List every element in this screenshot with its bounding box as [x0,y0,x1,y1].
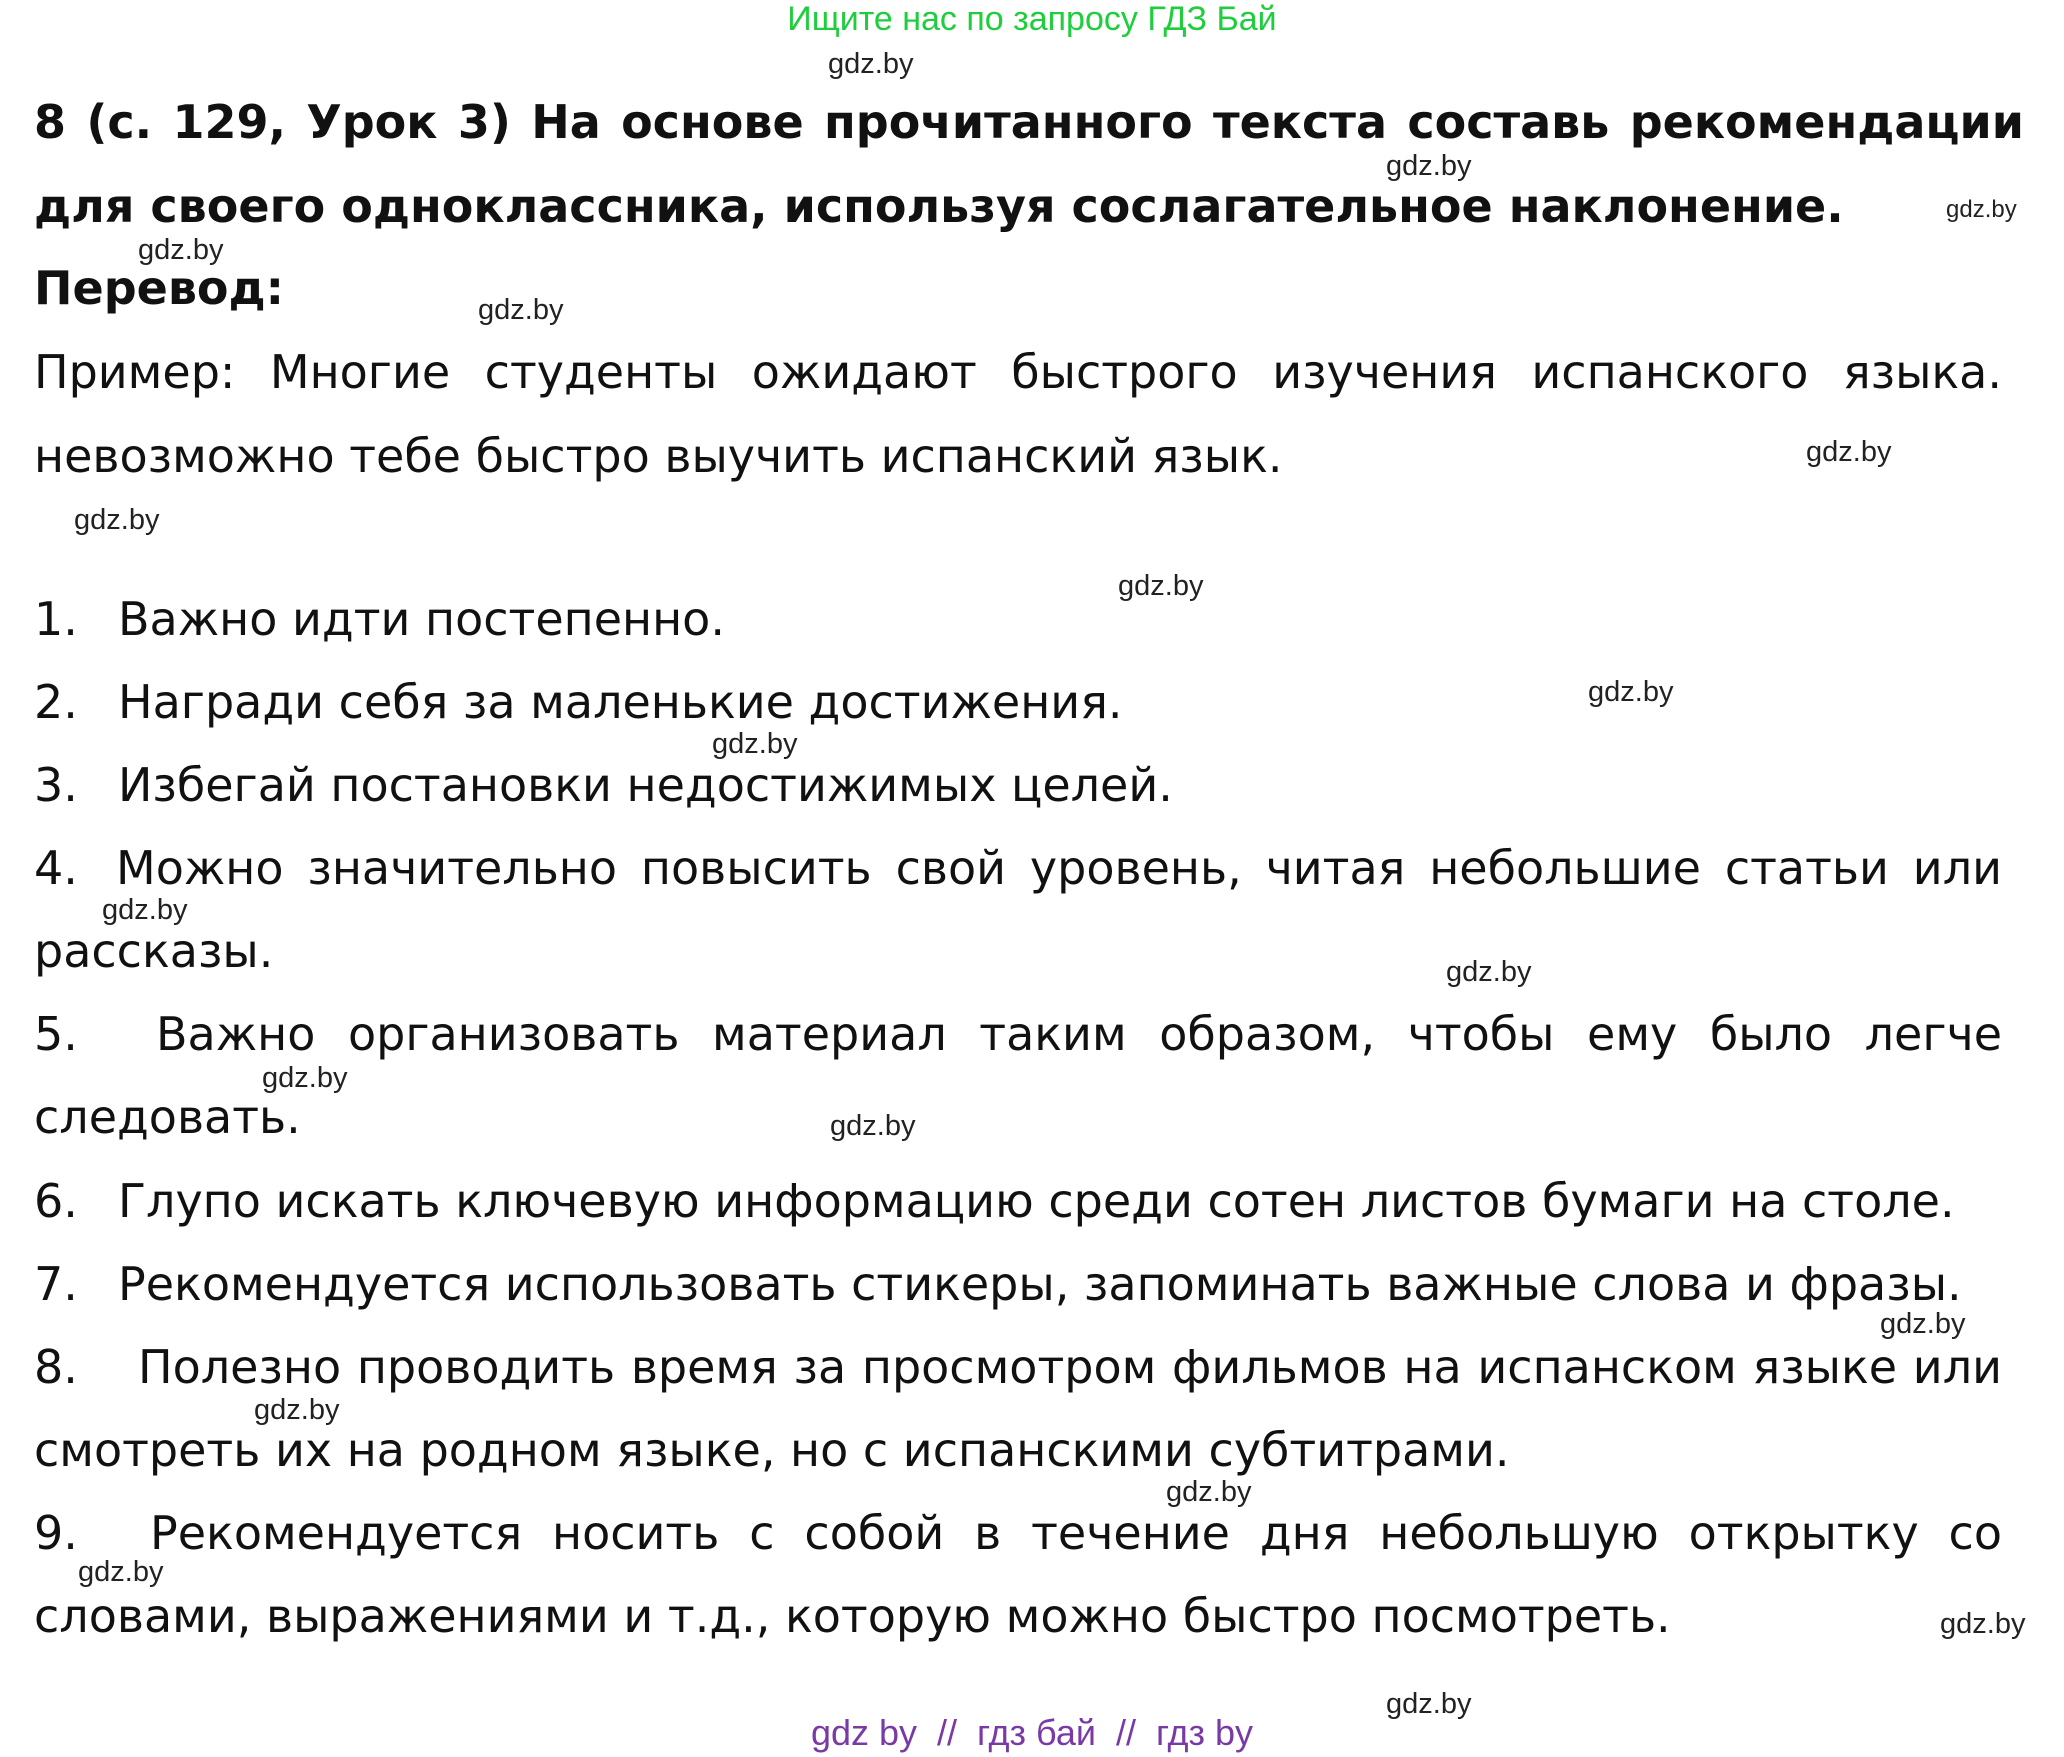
item-number: 5. [34,1007,78,1061]
item-text: Важно идти постепенно. [118,592,725,646]
item-text: Важно организовать материал таким образом, чтобы ему было легче следовать. [34,1007,2002,1144]
watermark: gdz.by [1118,570,1204,602]
list-item [34,744,2002,827]
task-title: 8 (с. 129, Урок 3) На основе прочитанного текста составь рекомендации для своего одноклассника, используя сослагательное наклонение. [34,95,2024,233]
item-number: 3. [34,758,78,812]
item-number: 1. [34,592,78,646]
watermark: gdz.by [254,1394,340,1426]
watermark: gdz.by [712,728,798,760]
watermark: gdz.by [138,234,224,266]
watermark: gdz.by [1940,1608,2026,1640]
watermark: gdz.by [102,894,188,926]
item-text: Полезно проводить время за просмотром фильмов на испанском языке или смотреть их на родном языке, но с испанскими субтитрами. [34,1340,2002,1477]
item-number: 6. [34,1174,78,1228]
watermark: gdz.by [262,1062,348,1094]
watermark: gdz.by [1166,1476,1252,1508]
list-item [34,1243,2002,1326]
list-item [34,1492,2002,1658]
watermark: gdz.by [1446,956,1532,988]
promo-banner: Ищите нас по запросу ГДЗ Бай [787,0,1277,38]
footer-banner: gdz by // гдз бай // гдз by [810,1712,1254,1753]
item-text: Рекомендуется носить с собой в течение дня небольшую открытку со словами, выражениями и т.д., которую можно быстро посмотреть. [34,1506,2002,1643]
watermark: gdz.by [1386,150,1472,182]
watermark: gdz.by [1880,1308,1966,1340]
watermark: gdz.by [828,48,914,80]
item-text: Глупо искать ключевую информацию среди сотен листов бумаги на столе. [118,1174,1955,1228]
watermark: gdz.by [1806,436,1892,468]
item-number: 4. [34,841,78,895]
watermark: gdz.by [1588,676,1674,708]
item-number: 9. [34,1506,78,1560]
item-number: 2. [34,675,78,729]
list-item [34,661,2002,744]
item-text: Награди себя за маленькие достижения. [118,675,1123,729]
item-text: Можно значительно повысить свой уровень, читая небольшие статьи или рассказы. [34,841,2002,978]
list-item [34,1160,2002,1243]
example-paragraph: Пример: Многие студенты ожидают быстрого изучения испанского языка. невозможно тебе быстро выучить испанский язык. [34,345,2002,483]
translation-heading: Перевод: [34,261,285,315]
item-text: Рекомендуется использовать стикеры, запоминать важные слова и фразы. [118,1257,1962,1311]
watermark: gdz.by [1946,196,2017,223]
item-number: 7. [34,1257,78,1311]
watermark: gdz.by [74,504,160,536]
watermark: gdz.by [830,1110,916,1142]
item-text: Избегай постановки недостижимых целей. [118,758,1173,812]
watermark: gdz.by [78,1556,164,1588]
list-item [34,578,2002,661]
watermark: gdz.by [478,294,564,326]
item-number: 8. [34,1340,78,1394]
watermark: gdz.by [1386,1688,1472,1720]
list-item [34,827,2002,993]
